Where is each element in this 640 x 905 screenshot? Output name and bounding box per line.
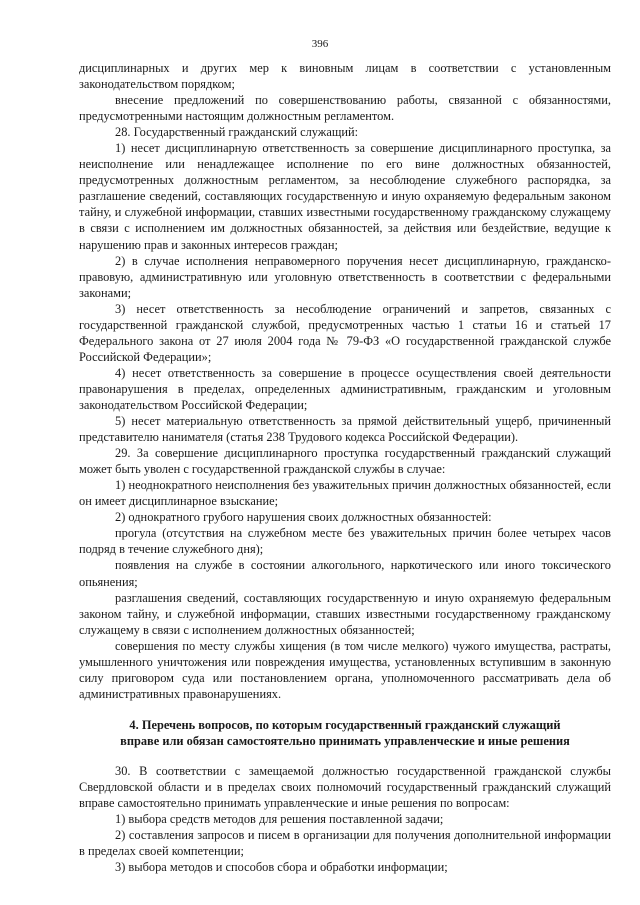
paragraph: дисциплинарных и других мер к виновным лицам в соответствии с установленным законодательством порядком; (79, 61, 611, 92)
paragraph: 1) неоднократного неисполнения без уважительных причин должностных обязанностей, если он имеет дисциплинарное взыскание; (79, 478, 611, 509)
paragraph: 4) несет ответственность за совершение в процессе осуществления своей деятельности правонарушения в пределах, определенных административным, гражданским и уголовным законодательством Российской Федерации; (79, 365, 611, 412)
paragraph: 30. В соответствии с замещаемой должностью государственной гражданской службы Свердловской области и в пределах своих полномочий государственный гражданский служащий вправе самостоятельно принимать управленческие и иные решения по вопросам: (79, 763, 611, 811)
paragraphs-top (79, 60, 611, 702)
section-heading-line-1: 4. Перечень вопросов, по которым государственный гражданский служащий (129, 717, 561, 732)
paragraph: прогула (отсутствия на служебном месте без уважительных причин более четырех часов подряд в течение служебного дня); (79, 526, 611, 557)
paragraph: внесение предложений по совершенствованию работы, связанной с обязанностями, предусмотренными настоящим должностным регламентом. (79, 93, 611, 124)
paragraph: 1) несет дисциплинарную ответственность за совершение дисциплинарного проступка, за неисполнение или ненадлежащее исполнение по его вине должностных обязанностей, предусмотренных должностным регламентом, за несоблюдение служебного распорядка, за разглашение сведений, составляющих государственную и иную охраняемую федеральным законом тайну, и служебной информации, ставших известными государственному гражданскому служащему в связи с исполнением им должностных обязанностей, за действия или бездействие, ведущие к нарушению прав и законных интересов граждан; (79, 141, 611, 252)
paragraph: 3) выбора методов и способов сбора и обработки информации; (115, 860, 448, 875)
paragraph: 29. За совершение дисциплинарного проступка государственный гражданский служащий может быть уволен с государственной гражданской службы в случае: (79, 446, 611, 477)
paragraph: 28. Государственный гражданский служащий: (115, 125, 359, 140)
paragraph: появления на службе в состоянии алкогольного, наркотического или иного токсического опьянения; (79, 558, 611, 589)
section-heading (79, 717, 611, 749)
paragraph: 3) несет ответственность за несоблюдение ограничений и запретов, связанных с государственной гражданской службой, предусмотренных частью 1 статьи 16 и статьей 17 Федерального закона от 27 июля 2004 года № 79-ФЗ «О государственной гражданской службе Российской Федерации»; (79, 301, 611, 364)
paragraph: 2) однократного грубого нарушения своих должностных обязанностей: (115, 510, 492, 525)
section-heading-line-2: вправе или обязан самостоятельно принимать управленческие и иные решения (120, 733, 570, 748)
paragraph: 5) несет материальную ответственность за прямой действительный ущерб, причиненный представителю нанимателя (статья 238 Трудового кодекса Российской Федерации). (79, 414, 611, 445)
paragraphs-bottom (79, 763, 611, 875)
page-number: 396 (311, 38, 329, 50)
paragraph: совершения по месту службы хищения (в том числе мелкого) чужого имущества, растраты, умышленного уничтожения или повреждения имущества, установленных вступившим в законную силу приговором суда или постановлением органа, уполномоченного рассматривать дела об административных правонарушениях. (79, 638, 611, 701)
document-body (79, 60, 611, 875)
paragraph: 2) составления запросов и писем в организации для получения дополнительной информации в пределах своей компетенции; (79, 828, 611, 859)
paragraph: разглашения сведений, составляющих государственную и иную охраняемую федеральным законом тайну, и служебной информации, ставших известными государственному гражданскому служащему в связи с исполнением должностных обязанностей; (79, 590, 611, 637)
paragraph: 2) в случае исполнения неправомерного поручения несет дисциплинарную, гражданско-правовую, административную или уголовную ответственность в соответствии с федеральными законами; (79, 253, 611, 300)
paragraph: 1) выбора средств методов для решения поставленной задачи; (115, 812, 444, 827)
